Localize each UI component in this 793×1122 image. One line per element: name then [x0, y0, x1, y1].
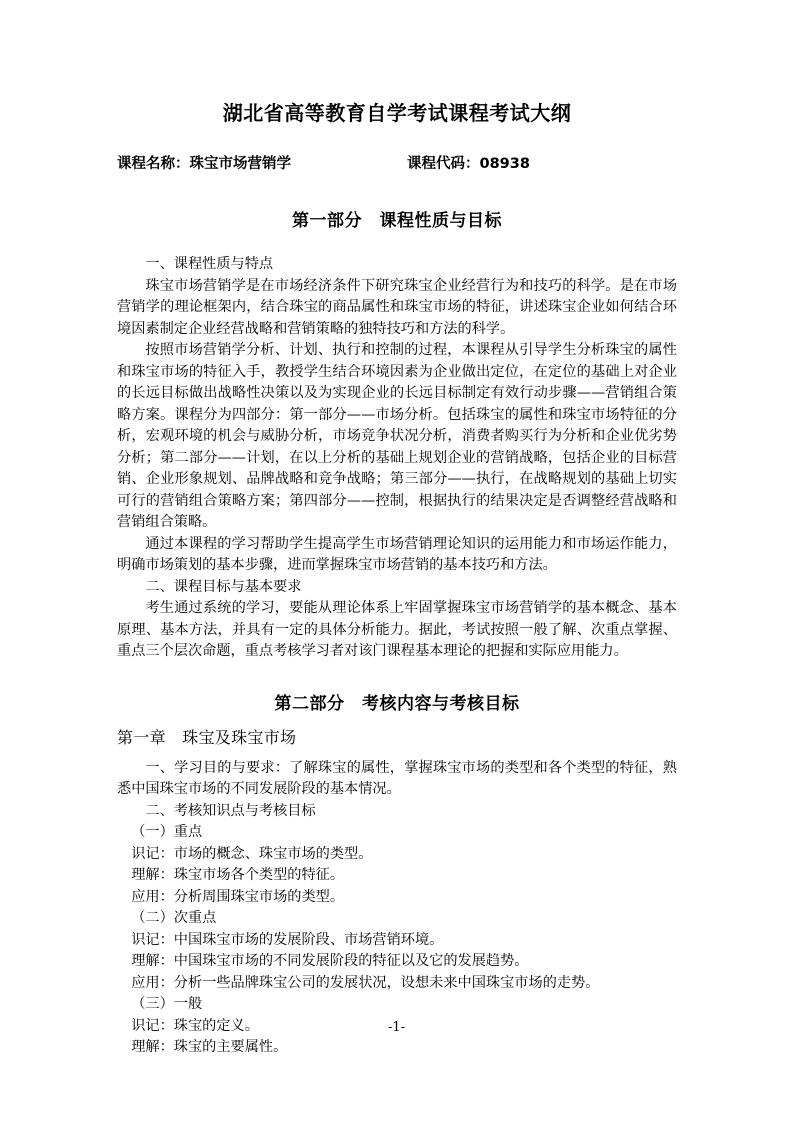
chapter-one-heading: 第一章 珠宝及珠宝市场: [117, 728, 297, 748]
group-item: 应用：分析一些品牌珠宝公司的发展状况，设想未来中国珠宝市场的走势。: [131, 974, 600, 991]
part-one-body: [117, 254, 677, 663]
paragraph-course-nature: 珠宝市场营销学是在市场经济条件下研究珠宝企业经营行为和技巧的科学。是在市场营销学的理论框架内，结合珠宝的商品属性和珠宝市场的特征，讲述珠宝企业如何结合环境因素制定企业经营战略和营销策略的独特技巧和方法的科学。: [117, 277, 677, 337]
group-item: 理解：珠宝市场各个类型的特征。: [131, 867, 345, 884]
group-label: （一）重点: [131, 824, 203, 841]
group-item: 识记：市场的概念、珠宝市场的类型。: [131, 845, 373, 862]
group-item: 应用：分析周围珠宝市场的类型。: [131, 888, 345, 905]
page-number: -1-: [387, 1020, 406, 1035]
chapter-one-body: [117, 758, 677, 1059]
part-two-heading: 第二部分 考核内容与考核目标: [274, 693, 520, 714]
group-item: 识记：珠宝的定义。: [131, 1017, 259, 1034]
group-label: （二）次重点: [131, 910, 217, 927]
knowledge-group: [117, 822, 677, 908]
group-item: 理解：珠宝的主要属性。: [131, 1039, 288, 1056]
document-title: 湖北省高等教育自学考试课程考试大纲: [222, 101, 572, 125]
learning-objective: 一、学习目的与要求：了解珠宝的属性，掌握珠宝市场的类型和各个类型的特征，熟悉中国珠宝市场的不同发展阶段的基本情况。: [117, 759, 677, 798]
paragraph-course-process: 按照市场营销学分析、计划、执行和控制的过程，本课程从引导学生分析珠宝的属性和珠宝市场的特征入手，教授学生结合环境因素为企业做出定位，在定位的基础上对企业的长远目标做出战略性决策以及为实现企业的长远目标制定有效行动步骤——营销组合策略方案。课程分为四部分：第一部分——市场分析。包括珠宝的属性和珠宝市场特征的分析，宏观环境的机会与威胁分析，市场竞争状况分析，消费者购买行为分析和企业优劣势分析；第二部分——计划，在以上分析的基础上规划企业的营销战略，包括企业的目标营销、企业形象规划、品牌战略和竞争战略；第三部分——执行，在战略规划的基础上切实可行的营销组合策略方案；第四部分——控制，根据执行的结果决定是否调整经营战略和营销组合策略。: [117, 342, 677, 531]
group-label: （三）一般: [131, 996, 203, 1013]
knowledge-group: [117, 908, 677, 994]
course-code: 课程代码：08938: [407, 156, 530, 172]
document-content: [117, 0, 677, 1059]
group-item: 识记：中国珠宝市场的发展阶段、市场营销环境。: [131, 931, 444, 948]
paragraph-course-benefit: 通过本课程的学习帮助学生提高学生市场营销理论知识的运用能力和市场运作能力，明确市场策划的基本步骤，进而掌握珠宝市场营销的基本技巧和方法。: [117, 535, 677, 574]
paragraph-course-objectives: 考生通过系统的学习，要能从理论体系上牢固掌握珠宝市场营销学的基本概念、基本原理、基本方法，并具有一定的具体分析能力。据此，考试按照一般了解、次重点掌握、重点三个层次命题，重点考核学习者对该门课程基本理论的把握和实际应用能力。: [117, 600, 677, 660]
knowledge-points-title: 二、考核知识点与考核目标: [145, 802, 316, 819]
course-name: 课程名称：珠宝市场营销学: [117, 156, 291, 172]
group-item: 理解：中国珠宝市场的不同发展阶段的特征以及它的发展趋势。: [131, 953, 529, 970]
part-one-heading: 第一部分 课程性质与目标: [292, 211, 502, 232]
section-two-title: 二、课程目标与基本要求: [145, 578, 302, 595]
section-one-title: 一、课程性质与特点: [145, 256, 274, 273]
course-info-line: [117, 154, 677, 174]
